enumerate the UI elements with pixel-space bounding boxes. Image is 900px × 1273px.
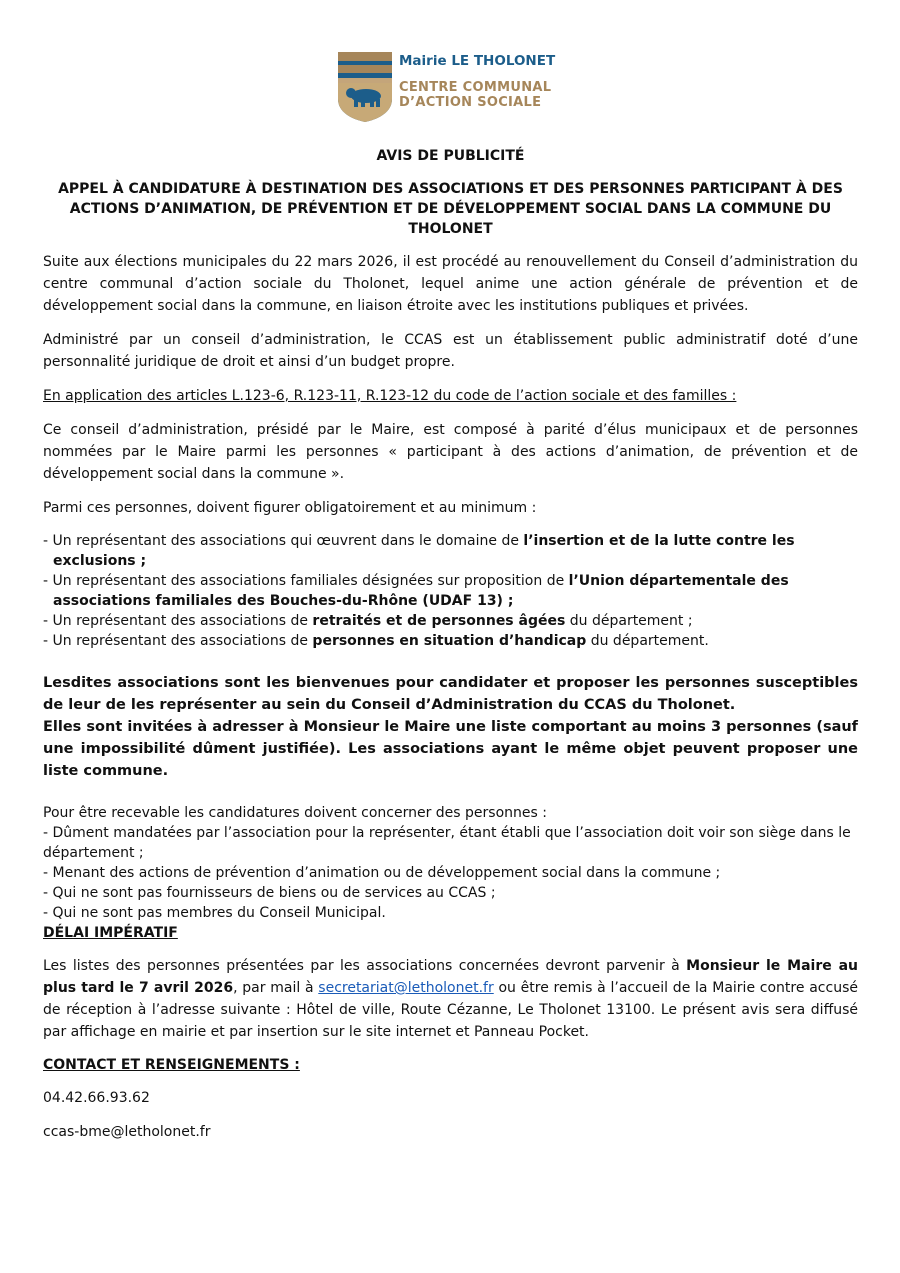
- paragraph-elections: Suite aux élections municipales du 22 mars 2026, il est procédé au renouvellement du Conseil d’administration du centre communal d’action sociale du Tholonet, lequel anime une action générale de prévention et de développement social dans la commune, en liaison étroite avec les institutions publiques et privées.: [43, 254, 858, 314]
- contact-phone: 04.42.66.93.62: [43, 1090, 150, 1106]
- contact-email: ccas-bme@letholonet.fr: [43, 1124, 211, 1140]
- ccas-logo: [337, 51, 567, 125]
- logo-wordmark: [399, 51, 555, 110]
- appel-heading: APPEL À CANDIDATURE À DESTINATION DES ASSOCIATIONS ET DES PERSONNES PARTICIPANT À DES ACTIONS D’ANIMATION, DE PRÉVENTION ET DE DÉVELOPPEMENT SOCIAL DANS LA COMMUNE DU THOLONET: [58, 181, 843, 237]
- logo-ccas-line1: CENTRE COMMUNAL: [399, 80, 552, 95]
- delai-heading: DÉLAI IMPÉRATIF: [43, 925, 178, 941]
- notice-body: [43, 146, 858, 1143]
- list-item: - Qui ne sont pas membres du Conseil Municipal.: [43, 903, 858, 923]
- bold-paragraph-list: Elles sont invitées à adresser à Monsieur le Maire une liste comportant au moins 3 personnes (sauf une impossibilité dûment justifiée). Les associations ayant le même objet peuvent proposer une liste commune.: [43, 719, 858, 779]
- contact-heading: CONTACT ET RENSEIGNEMENTS :: [43, 1057, 300, 1073]
- paragraph-articles: En application des articles L.123-6, R.123-11, R.123-12 du code de l’action sociale et des familles :: [43, 388, 737, 404]
- list-item: - Dûment mandatées par l’association pour la représenter, étant établi que l’association doit voir son siège dans le département ;: [43, 823, 858, 863]
- paragraph-administration: Administré par un conseil d’administration, le CCAS est un établissement public administratif doté d’une personnalité juridique de droit et ainsi d’un budget propre.: [43, 332, 858, 370]
- representatives-list: [43, 531, 858, 651]
- list-item: - Menant des actions de prévention d’animation ou de développement social dans la commune ;: [43, 863, 858, 883]
- paragraph-minimum: Parmi ces personnes, doivent figurer obligatoirement et au minimum :: [43, 500, 537, 516]
- coat-of-arms-icon: [337, 51, 393, 123]
- list-item: - Un représentant des associations qui œuvrent dans le domaine de l’insertion et de la lutte contre les exclusions ;: [43, 531, 858, 571]
- bold-paragraph-welcome: Lesdites associations sont les bienvenues pour candidater et proposer les personnes susceptibles de leur de les représenter au sein du Conseil d’Administration du CCAS du Tholonet.: [43, 675, 858, 713]
- secretariat-email-link[interactable]: secretariat@letholonet.fr: [318, 980, 494, 996]
- paragraph-delai: Les listes des personnes présentées par les associations concernées devront parvenir à Monsieur le Maire au plus tard le 7 avril 2026, par mail à secretariat@letholonet.fr ou être remis à l’accueil de la Mairie contre accusé de réception à l’adresse suivante : Hôtel de ville, Route Cézanne, Le Tholonet 13100. Le présent avis sera diffusé par affichage en mairie et par insertion sur le site internet et Panneau Pocket.: [43, 958, 859, 1040]
- logo-ccas-line2: D’ACTION SOCIALE: [399, 95, 542, 110]
- list-item: - Un représentant des associations familiales désignées sur proposition de l’Union départementale des associations familiales des Bouches-du-Rhône (UDAF 13) ;: [43, 571, 858, 611]
- logo-mairie-text: Mairie LE THOLONET: [399, 53, 556, 69]
- list-item: - Un représentant des associations de retraités et de personnes âgées du département ;: [43, 611, 858, 631]
- paragraph-composition: Ce conseil d’administration, présidé par le Maire, est composé à parité d’élus municipaux et de personnes nommées par le Maire parmi les personnes « participant à des actions d’animation, de prévention et de développement social dans la commune ».: [43, 422, 858, 482]
- recevable-intro: Pour être recevable les candidatures doivent concerner des personnes :: [43, 805, 547, 821]
- list-item: - Un représentant des associations de personnes en situation d’handicap du département.: [43, 631, 858, 651]
- recevable-list: [43, 823, 858, 923]
- list-item: - Qui ne sont pas fournisseurs de biens ou de services au CCAS ;: [43, 883, 858, 903]
- notice-title: AVIS DE PUBLICITÉ: [376, 148, 525, 164]
